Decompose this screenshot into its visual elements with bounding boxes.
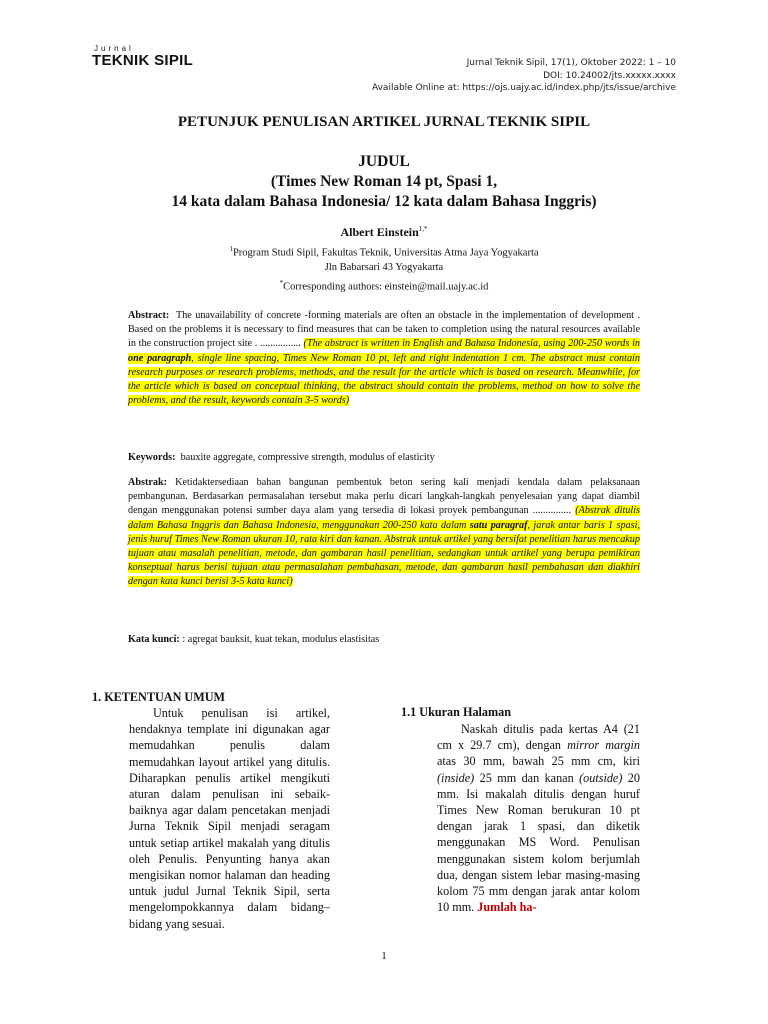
kata-kunci-label: Kata kunci: — [128, 634, 180, 645]
body-italic-3: (outside) — [579, 770, 623, 785]
abstract-indonesian — [128, 476, 640, 590]
article-title-line2: (Times New Roman 14 pt, Spasi 1, — [270, 173, 498, 190]
body-red-text: Jumlah ha- — [477, 900, 537, 915]
journal-meta — [372, 57, 676, 95]
affiliation-line1 — [0, 242, 768, 261]
abstract-instruction-bold: one paragraph — [128, 352, 192, 364]
page-number: 1 — [381, 950, 387, 962]
logo-main-text: TEKNIK SIPIL — [92, 52, 194, 69]
body-text-1: Naskah ditulis pada kertas A4 (21 cm x 29.7 cm), dengan — [437, 722, 640, 753]
author-name-text: Albert Einstein — [340, 225, 419, 239]
subsection-heading-ukuran-halaman: 1.1 Ukuran Halaman — [401, 705, 512, 719]
document-title: PETUNJUK PENULISAN ARTIKEL JURNAL TEKNIK SIPIL — [177, 114, 591, 130]
citation-line: Jurnal Teknik Sipil, 17(1), Oktober 2022: 1 – 10 — [466, 58, 676, 68]
abstract-text: The unavailability of concrete -forming materials are often an obstacle in the implementation of development . Based on the problems it is necessary to find measures that can be taken to completion using the natural resources available in the construction project site . ................ — [128, 310, 640, 350]
abstract-instruction-a: (The abstract is written in English and Bahasa Indonesia, using 200-250 words in — [303, 338, 640, 350]
affiliation-sup1: 1 — [229, 245, 233, 253]
online-link[interactable]: Available Online at: https://ojs.uajy.ac.id/index.php/jts/issue/archive — [371, 83, 676, 94]
doi-line: DOI: 10.24002/jts.xxxxx.xxxx — [543, 70, 676, 81]
article-title-line1: JUDUL — [358, 153, 410, 170]
abstrak-instruction-highlight — [128, 505, 640, 587]
kata-kunci-text: : agregat bauksit, kuat tekan, modulus elastisitas — [182, 634, 380, 645]
abstrak-instruction-bold: satu paragraf — [469, 519, 528, 531]
abstract-label: Abstract: — [128, 310, 170, 321]
affiliation — [0, 242, 768, 295]
author-name — [0, 225, 768, 240]
keywords-english — [128, 452, 435, 463]
article-title-line3: 14 kata dalam Bahasa Indonesia/ 12 kata dalam Bahasa Inggris) — [171, 193, 597, 210]
abstrak-label: Abstrak: — [128, 477, 168, 488]
keywords-indonesian — [128, 634, 379, 645]
affiliation-line2: Jln Babarsari 43 Yogyakarta — [324, 262, 444, 273]
corresponding-email: Corresponding authors: einstein@mail.uajy.ac.id — [283, 281, 489, 292]
body-text-4: 20 mm. Isi makalah ditulis dengan huruf Times New Roman berukuran 10 pt dengan jarak 1 spasi, dan diketik menggunakan MS Word. Penulisan menggunakan sistem kolom berjumlah dua, dengan sistem lebar masing-masing kolom 75 mm dengan jarak antar kolom 10 mm. — [437, 770, 640, 915]
body-italic-2: (inside) — [437, 770, 475, 785]
abstract-instruction-b: , single line spacing, Times New Roman 10 pt, left and right indentation 1 cm. The abstract must contain research purposes or research problems, methods, and the result for the article which is based on research. Meanwhile, for the article which is based on conceptual thinking, the abstract should contain the problems, method on how to solve the problems, and the result, keywords contain 3-5 words) — [128, 352, 640, 407]
abstract-english — [128, 309, 640, 408]
body-text-2: atas 30 mm, bawah 25 mm cm, kiri — [437, 754, 640, 769]
body-text-3: 25 mm dan kanan — [474, 770, 580, 785]
logo-small-text: Jurnal — [94, 44, 134, 53]
keywords-label: Keywords: — [128, 452, 176, 463]
section-heading-ketentuan-umum: 1. KETENTUAN UMUM — [92, 690, 226, 704]
affiliation-line3 — [0, 276, 768, 295]
affiliation-sup2: * — [279, 278, 284, 287]
subsection11-body — [437, 721, 640, 915]
body-italic-1: mirror margin — [567, 738, 640, 753]
author-superscript: 1,* — [418, 225, 428, 233]
article-title — [0, 152, 768, 212]
keywords-text: bauxite aggregate, compressive strength, modulus of elasticity — [180, 452, 435, 463]
abstrak-instruction-a: (Abstrak ditulis dalam Bahasa Inggris dan Bahasa Indonesia, menggunakan 200-250 kata dalam — [128, 505, 640, 531]
abstrak-instruction-b: , jarak antar baris 1 spasi, jenis huruf Times New Roman ukuran 10, rata kiri dan kanan. Abstrak untuk artikel yang bersifat penelitian harus mencakup tujuan atau masalah penelitian, metode, dan gambaran hasil penelitian, sedangkan untuk artikel yang berupa pemikiran konseptual harus berisi tujuan atau permasalahan pembahasan, metode, dan gambaran hasil pembahasan dan diakhiri dengan kata kunci berisi 3-5 kata kunci) — [128, 519, 640, 588]
affiliation-institution: Program Studi Sipil, Fakultas Teknik, Universitas Atma Jaya Yogyakarta — [232, 247, 539, 259]
abstrak-text: Ketidaktersediaan bahan bangunan pembentuk beton sering kali menjadi kendala dalam pelaksanaan pembangunan. Berdasarkan permasalahan tersebut maka perlu dicari langkah-langkah penyelesaian yang dapat diambil dengan menggunakan potensi sumber daya alam yang tersedia di lokasi proyek pembangunan ............... — [128, 477, 641, 517]
section1-body: Untuk penulisan isi artikel, hendaknya template ini digunakan agar memudahkan penulis dalam memudahkan layout artikel yang ditulis. Diharapkan penulis artikel mengikuti aturan dalam penulisan ini sebaik-baiknya agar dalam pencetakan menjadi Jurna Teknik Sipil menjadi seragam untuk setiap artikel makalah yang ditulis oleh Penulis. Penyunting hanya akan mengisikan nomor halaman dan heading untuk judul Jurnal Teknik Sipil, serta mengelompokkannya dalam bidang–bidang yang sesuai. — [129, 706, 330, 931]
